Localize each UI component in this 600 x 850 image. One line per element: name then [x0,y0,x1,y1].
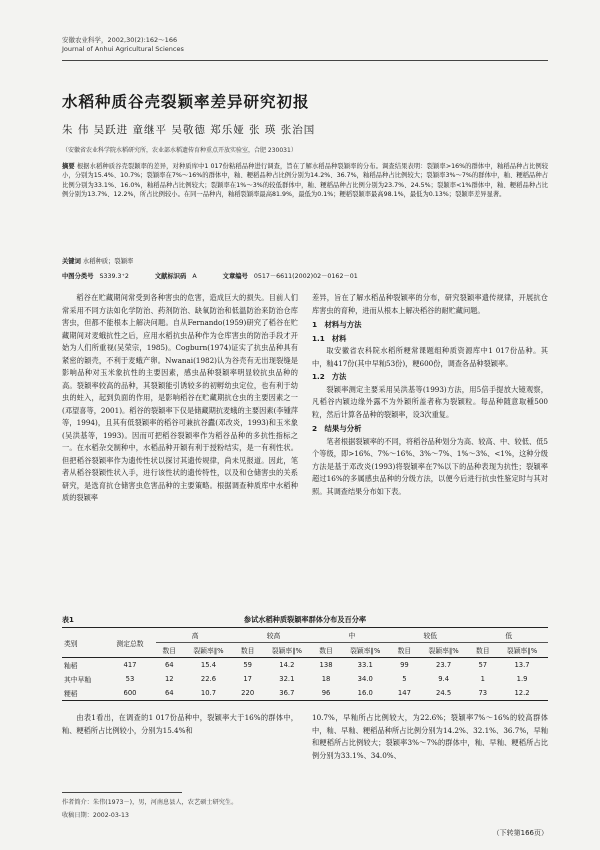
cell: 96 [313,686,340,701]
cell: 1 [480,675,485,683]
row-name: 其中早籼 [64,676,92,684]
cell: 10.7 [183,686,235,701]
sub-percent: 裂颖率∥% [496,643,548,658]
cell: 147 [391,686,418,701]
abstract-text: 根据水稻种质谷壳裂颖率的差异，对种质库中1 017份粘稻品种进行调查，旨在了解水稻品种裂颖率的分布。调查结果表明：裂颖率>16%的群体中，籼稻品种占比例较小，分别为15.4%、10.7%；裂颖率在7%～16%的群体中，籼、粳稻品种占比例分别为14.2%、36.7%，籼稻品种占比例较大；裂颖率3%～7%的群体中，籼、粳稻品种占比例分别为33.1%、16.0%，籼稻品种占比例较大；裂颖率在1%～3%的较低群体中，籼、粳稻品种占比例分别为23.7%、24.5%；裂颖率<1%群体中，籼、粳稻品种占比例分别为13.7%、12.2%，所占比例较小。在同一品种内，籼稻裂颖率最高81.9%，最低为0.1%；粳稻裂颖率最高98.1%，最低为0.13%；裂颖率差异显著。 [62,163,548,198]
journal-name-en: Journal of Anhui Agricultural Sciences [62,45,184,53]
cell: 138 [319,661,333,669]
footnote-rule [62,792,182,793]
section-1-2-heading: 1.2 方法 [312,372,347,381]
received-date: 收稿日期：2002-03-13 [62,812,129,819]
results-paragraph: 笔者根据裂颖率的不同，将稻谷品种划分为高、较高、中、较低、低5个等级，即>16%、7%～16%、3%～7%、1%～3%、<1%，这种分级方法是基于邓改炎(1993)将裂颖率在7%以下的品种表现为抗性；裂颖率超过16%的多属感虫品种的分级方法，以便今后进行抗虫性鉴定时与其对照。其调查结果分布如下表。 [312,436,548,496]
sub-count: 数目 [470,643,497,658]
group-low: 低 [470,628,549,643]
cell: 99 [400,661,409,669]
keywords-text: 水稻种质；裂颖率 [82,258,134,265]
cell: 24.5 [418,686,470,701]
cell: 1.9 [516,675,528,683]
group-medium: 中 [313,628,391,643]
corner-total: 测定总数 [104,628,156,658]
cell: 23.7 [436,661,452,669]
table-header-row [62,628,548,643]
table-label: 表1 [62,616,74,624]
cell: 34.0 [357,675,373,683]
corner-type: 类别 [62,628,104,658]
cell: 22.6 [200,675,217,683]
materials-paragraph: 取安徽省农科院水稻所粳常课题组种质资源库中1 017份品种。其中，籼417份(其中早籼53份)，粳600份，调查各品种裂颖率。 [312,346,548,368]
sub-percent: 裂颖率∥% [339,643,391,658]
cell: 57 [478,661,488,669]
doc-code-label: 文献标识码 [154,273,187,280]
cell: 73 [470,686,497,701]
article-number-label: 文章编号 [222,273,248,280]
sub-count: 数目 [313,643,340,658]
section-1-heading: 1 材料与方法 [312,320,362,329]
classification-info [62,271,548,280]
abstract-label: 摘要 [62,163,75,170]
row-name: 籼稻 [64,662,78,670]
cell: 14.2 [279,661,295,669]
cell: 16.0 [339,686,391,701]
cell: 33.1 [357,661,373,669]
cell: 64 [164,661,174,669]
row-total: 417 [123,661,137,669]
sub-count: 数目 [391,643,418,658]
sub-percent: 裂颖率∥% [418,643,470,658]
cell: 36.7 [261,686,313,701]
cell: 13.7 [514,661,530,669]
affiliation: （安徽省农业科学院水稻研究所，农业部水稻遗传育种重点开放实验室，合肥 230031） [62,147,297,154]
analysis-continuation: 10.7%，早籼所占比例较大，为22.6%；裂颖率7%～16%的较高群体中，籼、早籼、粳稻品种所占比例分别为14.2%、32.1%、36.7%，早籼和粳稻所占比例较大；裂颖率3%～7%的群体中，籼、早籼、粳稻所占比例分别为33.1%、34.0%、 [312,713,548,760]
analysis-paragraph: 由表1看出，在调查的1 017份品种中，裂颖率大于16%的群体中，籼、粳稻所占比例较小，分别为15.4%和 [62,713,298,735]
header-rule [62,60,548,61]
sub-count: 数目 [234,643,261,658]
body-right-column [312,292,548,498]
cell: 9.4 [438,675,450,683]
cell: 12 [164,675,174,683]
after-table-right [312,712,548,762]
row-total: 53 [125,675,135,683]
doc-code-value: A [192,273,197,280]
cell: 15.4 [200,661,217,669]
row-total: 600 [104,686,156,701]
cell: 59 [243,661,252,669]
sub-count: 数目 [156,643,183,658]
table-row [62,686,548,701]
after-table-left [62,712,298,737]
group-fairly-low: 较低 [391,628,469,643]
section-1-1-heading: 1.1 材料 [312,333,347,343]
cell: 220 [234,686,261,701]
distribution-table [62,627,548,701]
body-left-column [62,292,298,505]
cell: 12.2 [496,686,548,701]
table-row [62,672,548,686]
article-title: 水稻种质谷壳裂颖率差异研究初报 [62,93,310,111]
continued-note: （下转第166页） [492,829,548,837]
abstract [62,162,548,199]
keywords [62,256,133,265]
running-header [62,36,184,54]
author-bio: 作者简介：朱伟(1973－)，男，河南息县人，农艺硕士研究生。 [62,799,238,806]
keywords-label: 关键词 [62,258,81,265]
intro-continuation: 差异，旨在了解水稻品种裂颖率的分布，研究裂颖率遗传规律，开展抗仓库害虫的育种，进而从根本上解决稻谷的耐贮藏问题。 [312,293,548,315]
section-2-heading: 2 结果与分析 [312,424,362,433]
methods-paragraph: 裂颖率测定主要采用吴洪基等(1993)方法，用5倍手提放大镜观察，凡稻谷内颖边缘外露不为外颖所盖者称为裂颖粒。每品种随意取種500粒，然后计算各品种的裂颖率，设3次重复。 [312,384,548,419]
table-row [62,658,548,673]
sub-percent: 裂颖率∥% [261,643,313,658]
journal-name-cn: 安徽农业科学，2002,30(2):162～166 [62,36,178,44]
clc-label: 中图分类号 [62,273,94,280]
cell: 64 [156,686,183,701]
sub-percent: 裂颖率∥% [183,643,235,658]
row-name: 粳稻 [62,686,104,701]
cell: 5 [402,675,407,683]
group-fairly-high: 较高 [234,628,312,643]
author-list: 朱 伟 吴跃进 童继平 吴敬德 郑乐娅 张 瑛 张治国 [62,124,316,136]
cell: 18 [321,675,331,683]
cell: 17 [243,675,252,683]
cell: 32.1 [279,675,295,683]
group-high: 高 [156,628,234,643]
clc-value: S339.3⁺2 [99,273,129,280]
intro-paragraph: 稻谷在贮藏期间常受到各种害虫的危害，造成巨大的损失。目前人们常采用不同方法如化学防治、药剂防治、缺氧防治和低温防治来防治仓库害虫，但都不能根本上解决问题。自从Fernando(1959)研究了稻谷在贮藏期间对麦蛾抗性之后，应用水稻抗虫品种作为仓库害虫的防治手段才开始为人们所重视(吴荣宗，1985)。Cogburn(1974)证实了抗虫品种具有紧密的颖壳，不利于麦蛾产卵。Nwanai(1982)认为谷壳有无出现裂缝是影响品种对玉米象抗性的主要因素，感虫品种裂颖率明显较抗虫品种的高。裂颖率较高的品种，其裂颖能引诱较多的初孵幼虫定位，也有利于幼虫的蛀入，起到负面的作用，是影响稻谷在贮藏期抗仓虫的主要因素之一(邓望喜等，2001)。稻谷的裂颖率下仅是储藏期抗麦蛾的主要因素(李锺萍等，1994)，且其有低裂颖率的稻谷可兼抗谷蠹(邓改炎，1993)和玉米象(吴洪基等，1993)。因而可把稻谷裂颖率作为稻谷品种的多抗性指标之一。在水稻杂交制种中，水稻品种开颖有利于授粉结实，是一有利性状。但把稻谷裂颖率作为遗传性状以探讨其遗传规律，尚未见报道。因此，笔者从稻谷裂颖性状入手，进行该性状的遗传特性，以及和仓储害虫的关系研究，是选育抗仓储害虫危害品种的主要策略。根据调查种质库中水稻种质的裂颖率 [62,293,298,502]
table-title: 参试水稻种质裂颖率群体分布及百分率 [243,615,367,624]
article-number-value: 0517－6611(2002)02－0162－01 [253,273,358,280]
